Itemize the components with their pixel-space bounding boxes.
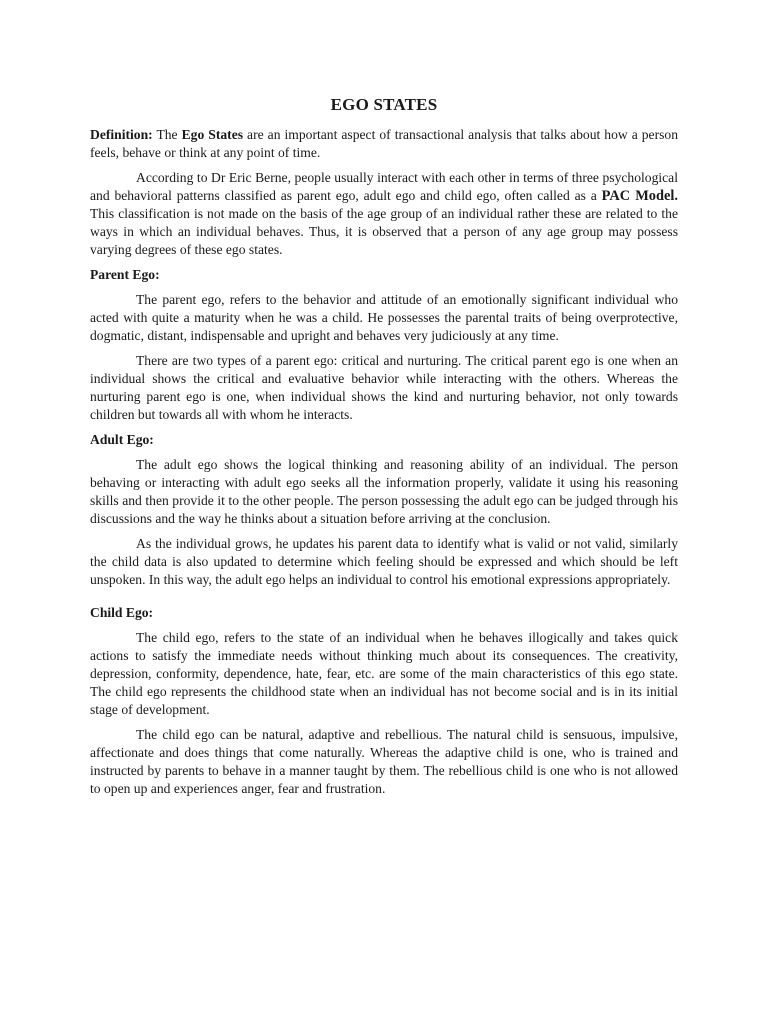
- definition-term: Ego States: [181, 127, 244, 142]
- definition-label: Definition:: [90, 127, 153, 142]
- parent-ego-heading: Parent Ego:: [90, 267, 160, 282]
- child-ego-paragraph-1: The child ego, refers to the state of an individual when he behaves illogically and takes quick actions to satisfy the immediate needs without thinking much about its consequences. The creativity, depression, conformity, dependence, hate, fear, etc. are some of the main characteristics of this ego state. The child ego represents the childhood state when an individual has not become social and is in its initial stage of development.: [90, 630, 678, 717]
- adult-ego-paragraph-2: As the individual grows, he updates his parent data to identify what is valid or not valid, similarly the child data is also updated to determine which feeling should be expressed and which should be left unspoken. In this way, the adult ego helps an individual to control his emotional expressions appropriately.: [90, 536, 678, 587]
- child-ego-heading: Child Ego:: [90, 605, 154, 620]
- adult-ego-paragraph-1: The adult ego shows the logical thinking and reasoning ability of an individual. The person behaving or interacting with adult ego seeks all the information properly, validate it using his reasoning skills and then provide it to the other people. The person possessing the adult ego can be judged through his discussions and the way he thinks about a situation before arriving at the conclusion.: [90, 457, 678, 526]
- definition-pre: The: [152, 127, 182, 142]
- adult-ego-heading: Adult Ego:: [90, 432, 154, 447]
- parent-ego-paragraph-2: There are two types of a parent ego: critical and nurturing. The critical parent ego is one when an individual shows the critical and evaluative behavior while interacting with the others. Whereas the nurturing parent ego is one, when individual shows the kind and nurturing behavior, not only towards children but towards all with whom he interacts.: [90, 353, 678, 422]
- definition-text: are an important aspect of transactional analysis that talks about how a person feels, behave or think at any point of time.: [90, 127, 679, 160]
- parent-ego-paragraph-1: The parent ego, refers to the behavior and attitude of an emotionally significant individual who acted with quite a maturity when he was a child. He possesses the parental traits of being overprotective, dogmatic, distant, indispensable and upright and behaves very judiciously at any time.: [90, 292, 678, 343]
- document-page: [90, 94, 678, 805]
- intro-text-rest: This classification is not made on the basis of the age group of an individual rather these are related to the ways in which an individual behaves. Thus, it is observed that a person of any age group may possess varying degrees of these ego states.: [90, 206, 678, 257]
- document-title: EGO STATES: [330, 95, 438, 114]
- intro-paragraph: [90, 169, 678, 259]
- intro-text: According to Dr Eric Berne, people usually interact with each other in terms of three psychological and behavioral patterns classified as parent ego, adult ego and child ego, often called as a: [90, 170, 678, 203]
- definition-paragraph: [90, 126, 678, 162]
- pac-model-term: PAC Model.: [601, 188, 678, 204]
- child-ego-paragraph-2: The child ego can be natural, adaptive and rebellious. The natural child is sensuous, impulsive, affectionate and does things that come naturally. Whereas the adaptive child is one, who is trained and instructed by parents to behave in a manner taught by them. The rebellious child is one who is not allowed to open up and experiences anger, fear and frustration.: [90, 727, 678, 796]
